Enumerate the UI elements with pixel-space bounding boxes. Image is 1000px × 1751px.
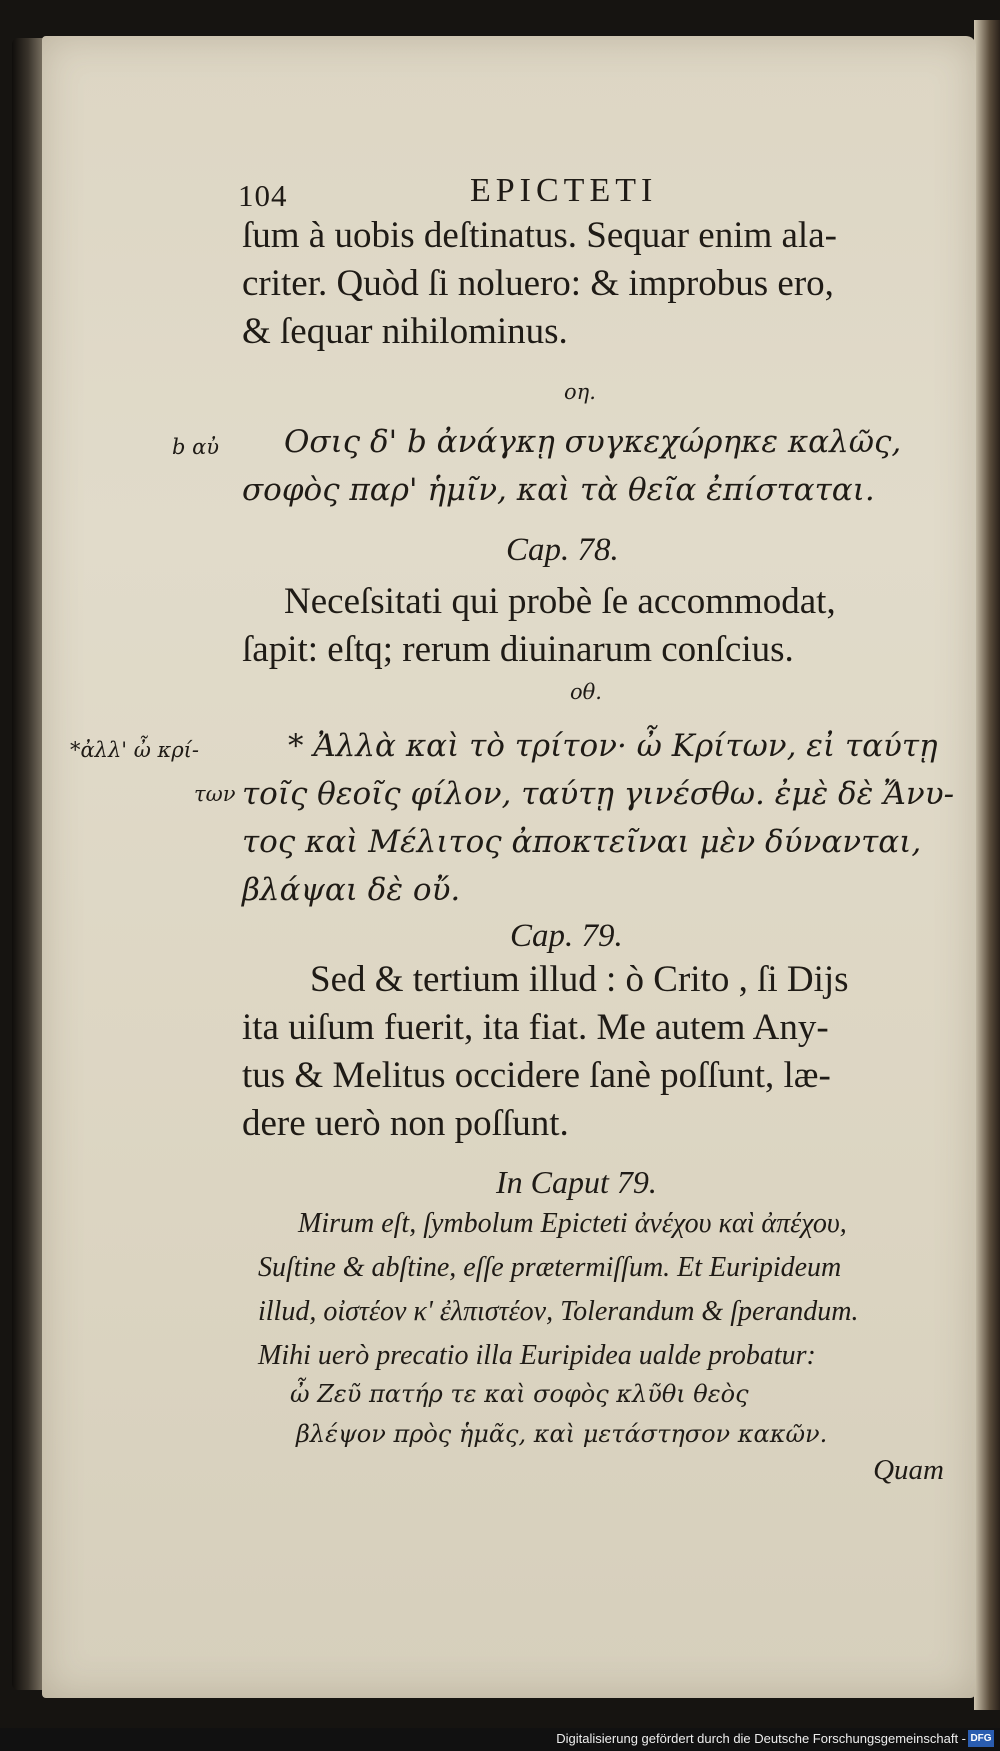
running-title: EPICTETI — [470, 172, 658, 209]
greek-section-numeral: οη. — [564, 380, 596, 404]
dfg-logo: DFG — [968, 1730, 994, 1747]
greek-line: * Ἀλλὰ καὶ τὸ τρίτον· ὦ Κρίτων, εἰ ταύτῃ — [288, 728, 938, 764]
text-line: ſum à uobis deſtinatus. Sequar enim ala- — [242, 215, 837, 256]
greek-line: τος καὶ Μέλιτος ἀποκτεῖναι μὲν δύνανται, — [242, 824, 922, 860]
greek-line: τοῖς θεοῖς φίλον, ταύτῃ γινέσθω. ἐμὲ δὲ Ἄνυ- — [242, 776, 955, 812]
margin-note: *ἀλλ' ὦ κρί- — [70, 738, 199, 762]
commentary-line: Suſtine & abſtine, eſſe prætermiſſum. Et Euripideum — [258, 1252, 842, 1283]
latin-line: Sed & tertium illud : ò Crito , ſi Dijs — [310, 959, 849, 1000]
digitization-credit: Digitalisierung gefördert durch die Deutsche Forschungsgemeinschaft - — [556, 1731, 966, 1746]
page-fore-edge — [974, 20, 1000, 1710]
commentary-heading: In Caput 79. — [496, 1164, 657, 1200]
commentary-line: illud, οἰστέον κ' ἐλπιστέον, Tolerandum & ſperandum. — [258, 1296, 859, 1327]
latin-line: Neceſsitati qui probè ſe accommodat, — [284, 581, 836, 622]
margin-note: των — [194, 782, 236, 806]
latin-line: ſapit: eſtq; rerum diuinarum conſcius. — [242, 629, 794, 670]
latin-line: tus & Melitus occidere ſanè poſſunt, læ- — [242, 1055, 831, 1096]
chapter-label: Cap. 79. — [510, 918, 623, 954]
text-line: criter. Quòd ſi noluero: & improbus ero, — [242, 263, 834, 304]
greek-line: βλάψαι δὲ οὔ. — [242, 872, 461, 908]
commentary-line: Mirum eſt, ſymbolum Epicteti ἀνέχου καὶ ἀπέχου, — [298, 1208, 847, 1239]
chapter-label: Cap. 78. — [506, 532, 619, 568]
text-line: & ſequar nihilominus. — [242, 311, 568, 352]
quote-line: ὦ Ζεῦ πατήρ τε καὶ σοφὸς κλῦθι θεὸς — [290, 1380, 749, 1408]
page-number: 104 — [238, 178, 288, 213]
greek-line: σοφὸς παρ' ἡμῖν, καὶ τὰ θεῖα ἐπίσταται. — [242, 472, 875, 508]
greek-line: Οσις δ' b ἀνάγκῃ συγκεχώρηκε καλῶς, — [284, 424, 902, 460]
catchword: Quam — [873, 1454, 944, 1486]
margin-note: b αὐ — [172, 435, 220, 459]
latin-line: ita uiſum fuerit, ita fiat. Me autem Any- — [242, 1007, 829, 1048]
greek-section-numeral: οθ. — [570, 680, 602, 704]
commentary-line: Mihi uerò precatio illa Euripidea ualde probatur: — [258, 1340, 816, 1371]
latin-line: dere uerò non poſſunt. — [242, 1103, 569, 1144]
quote-line: βλέψον πρὸς ἡμᾶς, καὶ μετάστησον κακῶν. — [296, 1420, 828, 1448]
